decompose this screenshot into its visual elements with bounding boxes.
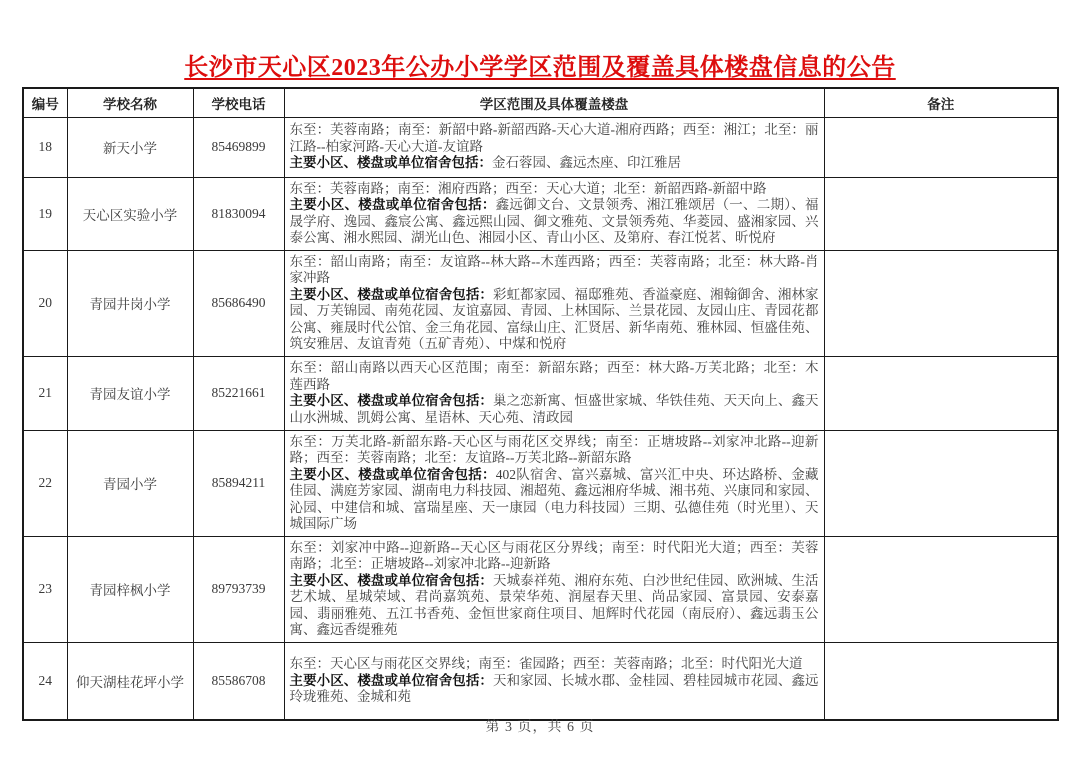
estates-label: 主要小区、楼盘或单位宿舍包括：	[289, 286, 493, 302]
row-number: 22	[23, 430, 67, 536]
estates-label: 主要小区、楼盘或单位宿舍包括：	[289, 466, 496, 482]
school-name: 新天小学	[67, 117, 193, 177]
row-number: 21	[23, 356, 67, 430]
table-row	[23, 642, 1058, 720]
header-school-phone: 学校电话	[193, 88, 284, 117]
range-text: 东至：韶山南路；南至：友谊路--林大路--木莲西路；西至：芙蓉南路；北至：林大路-肖家冲路	[289, 253, 819, 285]
school-name: 青园小学	[67, 430, 193, 536]
remark-cell	[824, 250, 1058, 356]
school-name: 青园友谊小学	[67, 356, 193, 430]
remark-cell	[824, 117, 1058, 177]
estates-list: 巢之恋新寓、恒盛世家城、华铁佳苑、天天向上、鑫天山水洲城、凯姆公寓、星语林、天心苑、清政园	[289, 393, 819, 425]
range-text: 东至：天心区与雨花区交界线；南至：雀园路；西至：芙蓉南路；北至：时代阳光大道	[289, 656, 803, 671]
row-number: 19	[23, 177, 67, 250]
estates-line	[290, 197, 819, 247]
zone-cell	[284, 356, 824, 430]
school-phone: 85469899	[193, 117, 284, 177]
row-number: 20	[23, 250, 67, 356]
remark-cell	[824, 356, 1058, 430]
remark-cell	[824, 536, 1058, 642]
estates-label: 主要小区、楼盘或单位宿舍包括：	[289, 155, 492, 171]
page-number: 第 3 页，共 6 页	[485, 720, 595, 735]
remark-cell	[824, 177, 1058, 250]
school-phone: 85686490	[193, 250, 284, 356]
estates-label: 主要小区、楼盘或单位宿舍包括：	[289, 672, 493, 688]
table-header-row	[23, 88, 1058, 117]
estates-line	[290, 287, 819, 353]
estates-line	[290, 673, 819, 706]
school-phone: 85894211	[193, 430, 284, 536]
school-name: 仰天湖桂花坪小学	[67, 642, 193, 720]
school-district-table	[22, 87, 1059, 721]
zone-cell	[284, 642, 824, 720]
school-name: 青园梓枫小学	[67, 536, 193, 642]
range-text: 东至：刘家冲中路--迎新路--天心区与雨花区分界线；南至：时代阳光大道；西至：芙蓉南路；北至：正塘坡路--刘家冲北路--迎新路	[289, 539, 819, 571]
remark-cell	[824, 642, 1058, 720]
estates-list: 天城泰祥苑、湘府东苑、白沙世纪佳园、欧洲城、生活艺术城、星城荣域、君尚嘉筑苑、景荣华苑、润屋春天里、尚品家园、富景园、安泰嘉园、翡丽雅苑、五江书香苑、金恒世家商住项目、旭辉时代花园（南辰府）、鑫远翡玉公寓、鑫远香缇雅苑	[289, 572, 819, 637]
range-text: 东至：芙蓉南路；南至：新韶中路-新韶西路-天心大道-湘府西路；西至：湘江；北至：丽江路--柏家河路-天心大道-友谊路	[289, 122, 819, 154]
table-row	[23, 536, 1058, 642]
estates-list: 天和家园、长城水郡、金桂园、碧桂园城市花园、鑫远玲珑雅苑、金城和苑	[289, 672, 819, 704]
range-text: 东至：韶山南路以西天心区范围；南至：新韶东路；西至：林大路-万芙北路；北至：木莲西路	[289, 360, 819, 392]
school-phone: 85221661	[193, 356, 284, 430]
estates-label: 主要小区、楼盘或单位宿舍包括：	[289, 197, 496, 212]
row-number: 18	[23, 117, 67, 177]
row-number: 24	[23, 642, 67, 720]
range-text: 东至：芙蓉南路；南至：湘府西路；西至：天心大道；北至：新韶西路-新韶中路	[289, 180, 767, 196]
estates-label: 主要小区、楼盘或单位宿舍包括：	[289, 393, 493, 408]
estates-line	[290, 467, 819, 533]
estates-list: 鑫远御文台、文景领秀、湘江雅颂居（一、二期）、福晟学府、逸园、鑫宸公寓、鑫远熙山园、御文雅苑、文景领秀苑、华菱园、盛湘家园、兴泰公寓、湘水熙园、湖光山色、湘园小区、青山小区、及第府、春江悦茗、昕悦府	[289, 197, 819, 245]
header-zone: 学区范围及具体覆盖楼盘	[284, 88, 824, 117]
estates-list: 彩虹都家园、福邸雅苑、香溢豪庭、湘翰御舍、湘林家园、万芙锦园、南苑花园、友谊嘉园、青园、上林国际、兰景花园、友园山庄、青园花都公寓、雍晟时代公馆、金三角花园、富绿山庄、汇贤居、新华南苑、雅林园、恒盛佳苑、筑安雅居、友谊青苑（五矿青苑）、中煤和悦府	[289, 286, 819, 351]
row-number: 23	[23, 536, 67, 642]
range-text: 东至：万芙北路-新韶东路-天心区与雨花区交界线；南至：正塘坡路--刘家冲北路--迎新路；西至：芙蓉南路；北至：友谊路--万芙北路--新韶东路	[289, 433, 819, 465]
zone-cell	[284, 536, 824, 642]
estates-list: 金石蓉园、鑫远杰座、印江雅居	[492, 155, 681, 171]
school-phone: 85586708	[193, 642, 284, 720]
school-name: 天心区实验小学	[67, 177, 193, 250]
estates-list: 402队宿舍、富兴嘉城、富兴汇中央、环达路桥、金藏佳园、满庭芳家园、湖南电力科技园、湘超苑、鑫远湘府华城、湘书苑、兴康同和家园、沁园、中建信和城、富瑞星座、天一康园（电力科技园）三期、弘德佳苑（时光里）、天城国际广场	[289, 466, 819, 531]
school-phone: 89793739	[193, 536, 284, 642]
zone-cell	[284, 250, 824, 356]
estates-line	[290, 155, 819, 172]
table-row	[23, 250, 1058, 356]
table-row	[23, 117, 1058, 177]
zone-cell	[284, 117, 824, 177]
estates-label: 主要小区、楼盘或单位宿舍包括：	[289, 572, 493, 588]
table-row	[23, 430, 1058, 536]
zone-cell	[284, 430, 824, 536]
school-phone: 81830094	[193, 177, 284, 250]
table-row	[23, 356, 1058, 430]
remark-cell	[824, 430, 1058, 536]
header-number: 编号	[23, 88, 67, 117]
header-remark: 备注	[824, 88, 1058, 117]
document-title: 长沙市天心区2023年公办小学学区范围及覆盖具体楼盘信息的公告	[184, 55, 896, 81]
school-name: 青园井岗小学	[67, 250, 193, 356]
estates-line	[290, 393, 819, 426]
header-school-name: 学校名称	[67, 88, 193, 117]
estates-line	[290, 573, 819, 639]
zone-cell	[284, 177, 824, 250]
table-row	[23, 177, 1058, 250]
